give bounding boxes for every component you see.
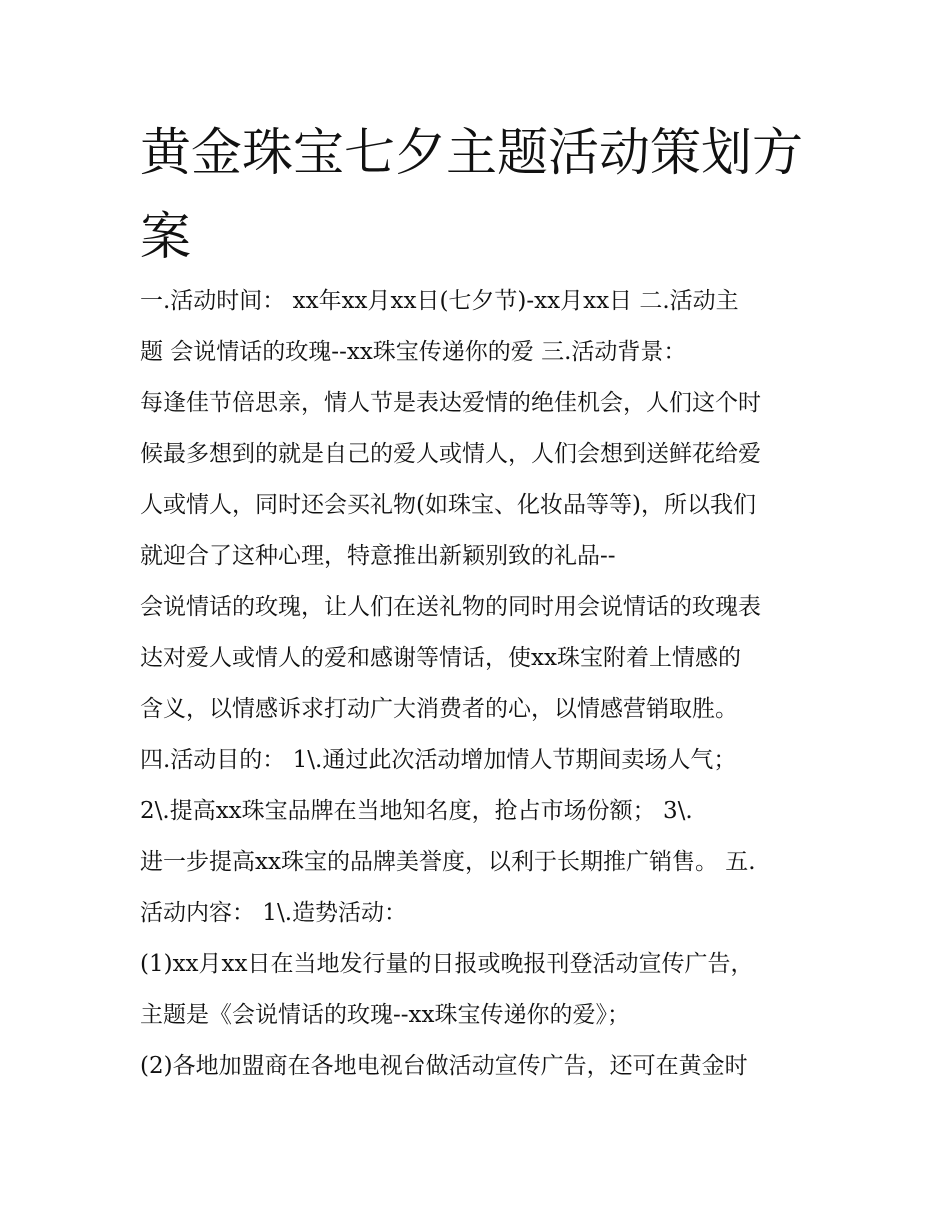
body-line: 题 会说情话的玫瑰--xx珠宝传递你的爱 三.活动背景： <box>140 339 687 365</box>
body-line: 含义，以情感诉求打动广大消费者的心，以情感营销取胜。 <box>140 696 738 722</box>
body-line: (1)xx月xx日在当地发行量的日报或晚报刊登活动宣传广告， <box>140 951 754 977</box>
title-line: 黄金珠宝七夕主题活动策划方 <box>140 124 804 183</box>
body-line: 人或情人，同时还会买礼物(如珠宝、化妆品等等)，所以我们 <box>140 492 756 518</box>
body-line: 主题是《会说情话的玫瑰--xx珠宝传递你的爱》； <box>140 1002 630 1028</box>
body-line: 2\.提高xx珠宝品牌在当地知名度，抢占市场份额； 3\. <box>140 798 693 824</box>
body-line: 就迎合了这种心理，特意推出新颖别致的礼品-- <box>140 543 616 569</box>
body-line: 每逢佳节倍思亲，情人节是表达爱情的绝佳机会，人们这个时 <box>140 390 761 416</box>
body-line: 活动内容： 1\.造势活动： <box>140 900 408 926</box>
title-line: 案 <box>140 208 192 267</box>
body-line: 达对爱人或情人的爱和感谢等情话，使xx珠宝附着上情感的 <box>140 645 741 671</box>
document-title <box>140 112 830 280</box>
body-line: (2)各地加盟商在各地电视台做活动宣传广告，还可在黄金时 <box>140 1053 748 1079</box>
body-line: 候最多想到的就是自己的爱人或情人，人们会想到送鲜花给爱 <box>140 441 761 467</box>
body-line: 四.活动目的： 1\.通过此次活动增加情人节期间卖场人气； <box>140 747 737 773</box>
body-line: 会说情话的玫瑰，让人们在送礼物的同时用会说情话的玫瑰表 <box>140 594 761 620</box>
document-body <box>140 276 840 1092</box>
body-line: 进一步提高xx珠宝的品牌美誉度，以利于长期推广销售。 五. <box>140 849 756 875</box>
body-line: 一.活动时间： xx年xx月xx日(七夕节)-xx月xx日 二.活动主 <box>140 288 739 314</box>
